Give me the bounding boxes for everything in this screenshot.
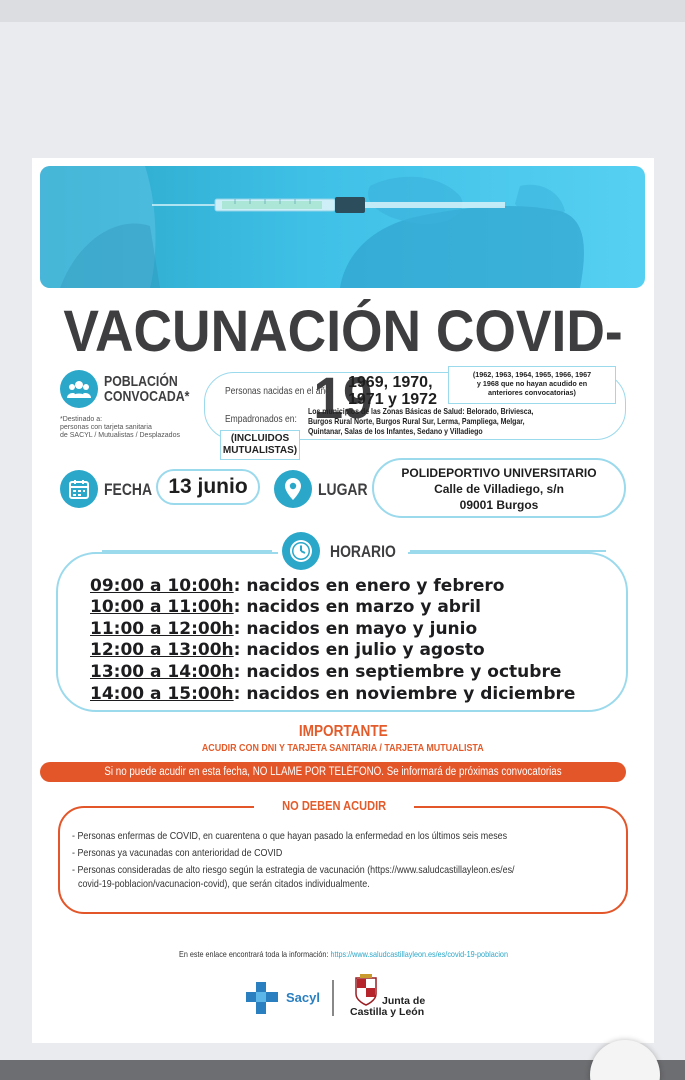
vaccination-poster — [32, 158, 654, 1043]
fecha-label: FECHA — [104, 480, 153, 499]
schedule-row — [90, 576, 505, 596]
no-deben-item: - Personas enfermas de COVID, en cuarentena o que hayan pasado la enfermedad en los últimos seis meses — [72, 830, 508, 842]
schedule-time: 13:00 a 14:00h — [90, 662, 234, 682]
no-deben-item: - Personas ya vacunadas con anterioridad de COVID — [72, 847, 283, 859]
horario-header — [278, 532, 408, 570]
schedule-desc: : nacidos en enero y febrero — [233, 576, 505, 596]
info-footer — [32, 949, 654, 959]
calendar-icon — [60, 470, 98, 508]
location-pin-icon — [274, 470, 312, 508]
lugar-label: LUGAR — [318, 480, 368, 499]
schedule-desc: : nacidos en septiembre y octubre — [233, 662, 562, 682]
years-line2: 1971 y 1972 — [348, 391, 437, 408]
municipalities-line3: Quintanar, Salas de los Infantes, Sedano y Villadiego — [308, 427, 483, 436]
lugar-line1: POLIDEPORTIVO UNIVERSITARIO — [401, 466, 597, 480]
no-deben-frame — [58, 806, 628, 914]
junta-logo-text — [350, 996, 425, 1018]
no-deben-title: NO DEBEN ACUDIR — [254, 798, 414, 813]
schedule-row — [90, 684, 575, 704]
poster-title: VACUNACIÓN COVID-19 — [63, 299, 623, 431]
mutualists-line2: MUTUALISTAS) — [222, 445, 298, 456]
warning-banner — [40, 762, 626, 782]
previous-years-box — [448, 366, 616, 404]
years-line1: 1969, 1970, — [348, 374, 433, 391]
municipalities-line2: Burgos Rural Norte, Burgos Rural Sur, Lerma, Pampliega, Melgar, — [308, 417, 525, 426]
schedule-time: 09:00 a 10:00h — [90, 576, 234, 596]
previous-line3: anteriores convocatorias) — [488, 388, 576, 397]
bottom-bar — [0, 1060, 685, 1080]
registered-label: Empadronados en: — [225, 414, 297, 425]
junta-line2: Castilla y León — [350, 1006, 425, 1018]
logo-separator — [332, 980, 334, 1016]
no-deben-item: - Personas consideradas de alto riesgo según la estrategia de vacunación (https://www.saludcastillayleon.es/es/ — [72, 864, 515, 876]
schedule-row — [90, 597, 481, 617]
poblacion-note-line1: *Destinado a: — [60, 416, 103, 423]
schedule-row — [90, 640, 485, 660]
lugar-line3: 09001 Burgos — [459, 498, 539, 512]
info-text: En este enlace encontrará toda la información: — [178, 949, 328, 959]
municipalities-line1: Los municipios de las Zonas Básicas de Salud: Belorado, Briviesca, — [308, 407, 534, 416]
poblacion-note-line2: personas con tarjeta sanitaria — [60, 424, 152, 431]
importante-title: IMPORTANTE — [298, 723, 388, 740]
fecha-value: 13 junio — [156, 469, 260, 505]
no-deben-item-cont: covid-19-poblacion/vacunacion-covid), que serán citados individualmente. — [78, 878, 370, 890]
schedule-row — [90, 619, 477, 639]
horario-label: HORARIO — [330, 542, 396, 561]
years-block — [348, 374, 437, 408]
warning-text: Si no puede acudir en esta fecha, NO LLAME POR TELÉFONO. Se informará de próximas convocatorias — [104, 766, 562, 778]
syringe-illustration — [40, 166, 645, 288]
lugar-address — [372, 458, 626, 518]
junta-line1: Junta de — [382, 995, 426, 1007]
previous-line1: (1962, 1963, 1964, 1965, 1966, 1967 — [472, 370, 592, 379]
previous-line2: y 1968 que no hayan acudido en — [476, 379, 588, 388]
schedule-time: 10:00 a 11:00h — [90, 597, 234, 617]
people-icon — [60, 370, 98, 408]
schedule-time: 12:00 a 13:00h — [90, 640, 234, 660]
municipalities — [308, 407, 654, 437]
poblacion-label-line1: POBLACIÓN — [104, 373, 178, 390]
schedule-desc: : nacidos en mayo y junio — [233, 619, 478, 639]
schedule-desc: : nacidos en marzo y abril — [233, 597, 482, 617]
schedule-time: 14:00 a 15:00h — [90, 684, 234, 704]
poblacion-note — [60, 416, 180, 440]
schedule-time: 11:00 a 12:00h — [90, 619, 234, 639]
schedule-desc: : nacidos en julio y agosto — [233, 640, 485, 660]
importante-subtitle: ACUDIR CON DNI Y TARJETA SANITARIA / TARJETA MUTUALISTA — [202, 742, 484, 754]
mutualists-box — [220, 430, 300, 460]
poblacion-note-line3: de SACYL / Mutualistas / Desplazados — [60, 432, 180, 439]
lugar-line2: Calle de Villadiego, s/n — [434, 482, 564, 496]
sacyl-logo-mark — [244, 980, 284, 1016]
top-status-bar — [0, 0, 685, 22]
floating-action-button[interactable] — [590, 1040, 660, 1080]
poblacion-label — [104, 374, 189, 404]
sacyl-logo-text: Sacyl — [286, 990, 320, 1005]
clock-icon — [282, 532, 320, 570]
schedule-desc: : nacidos en noviembre y diciembre — [233, 684, 576, 704]
hero-banner — [40, 166, 645, 288]
born-label: Personas nacidas en el año: — [225, 386, 333, 397]
info-link[interactable]: https://www.saludcastillayleon.es/es/covid-19-poblacion — [329, 949, 508, 959]
schedule-row — [90, 662, 561, 682]
poblacion-label-line2: CONVOCADA* — [104, 388, 190, 405]
mutualists-line1: (INCLUIDOS — [230, 433, 290, 444]
